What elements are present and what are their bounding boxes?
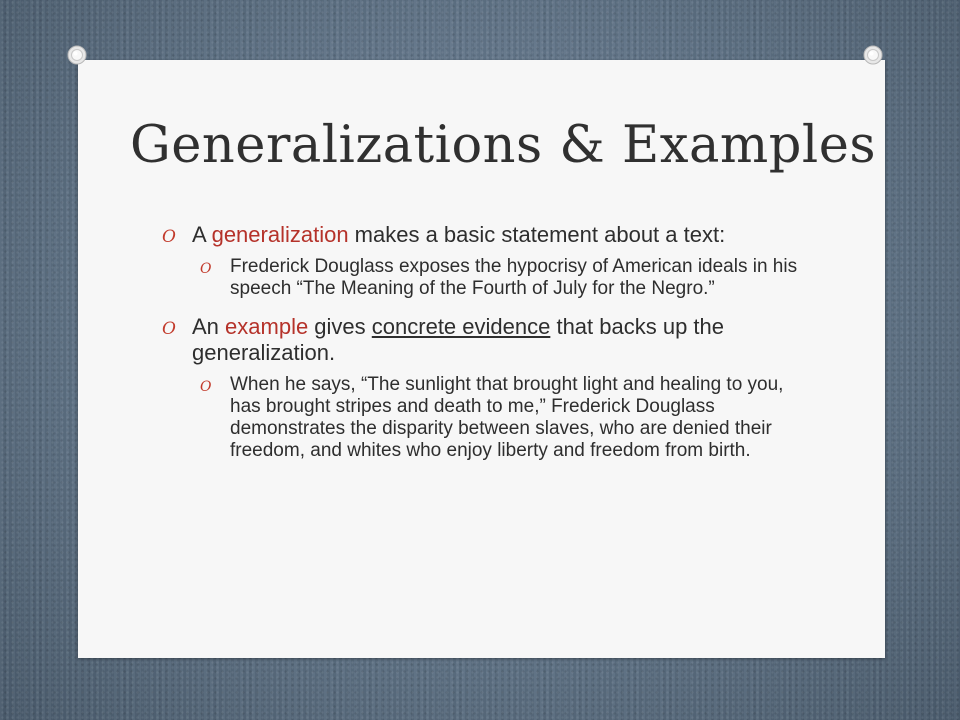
bullet-list [162,222,812,462]
bullet-marker: O [200,379,212,395]
bullet-text-pre: An [192,314,226,339]
bullet-text-post: makes a basic statement about a text: [348,222,726,247]
highlight-term: generalization [211,222,349,247]
bullet-item [162,314,812,366]
bullet-text-mid: gives [308,314,372,339]
bullet-item [162,222,812,248]
highlight-term: example [225,314,309,339]
bullet-marker: O [162,227,176,247]
underlined-phrase: concrete evidence [371,314,551,339]
bullet-marker: O [200,261,212,277]
bullet-text-pre: A [192,222,212,247]
pushpin-icon [66,44,88,66]
bullet-marker: O [162,319,176,339]
sub-bullet-item [200,256,812,300]
sub-bullet-item [200,374,796,462]
bullet-text-post: that backs up the generalization. [192,314,725,365]
slide-title: Generalizations & Examples [130,116,877,175]
sub-bullet-text: Frederick Douglass exposes the hypocrisy of American ideals in his speech “The Meaning of the Fourth of July for the Negro.” [230,256,798,299]
sub-bullet-text: When he says, “The sunlight that brought light and healing to you, has brought stripes and death to me,” Frederick Douglass demonstrates the disparity between slaves, who are denied their freedom, and whites who enjoy liberty and freedom from birth. [230,374,784,461]
pushpin-icon [862,44,884,66]
